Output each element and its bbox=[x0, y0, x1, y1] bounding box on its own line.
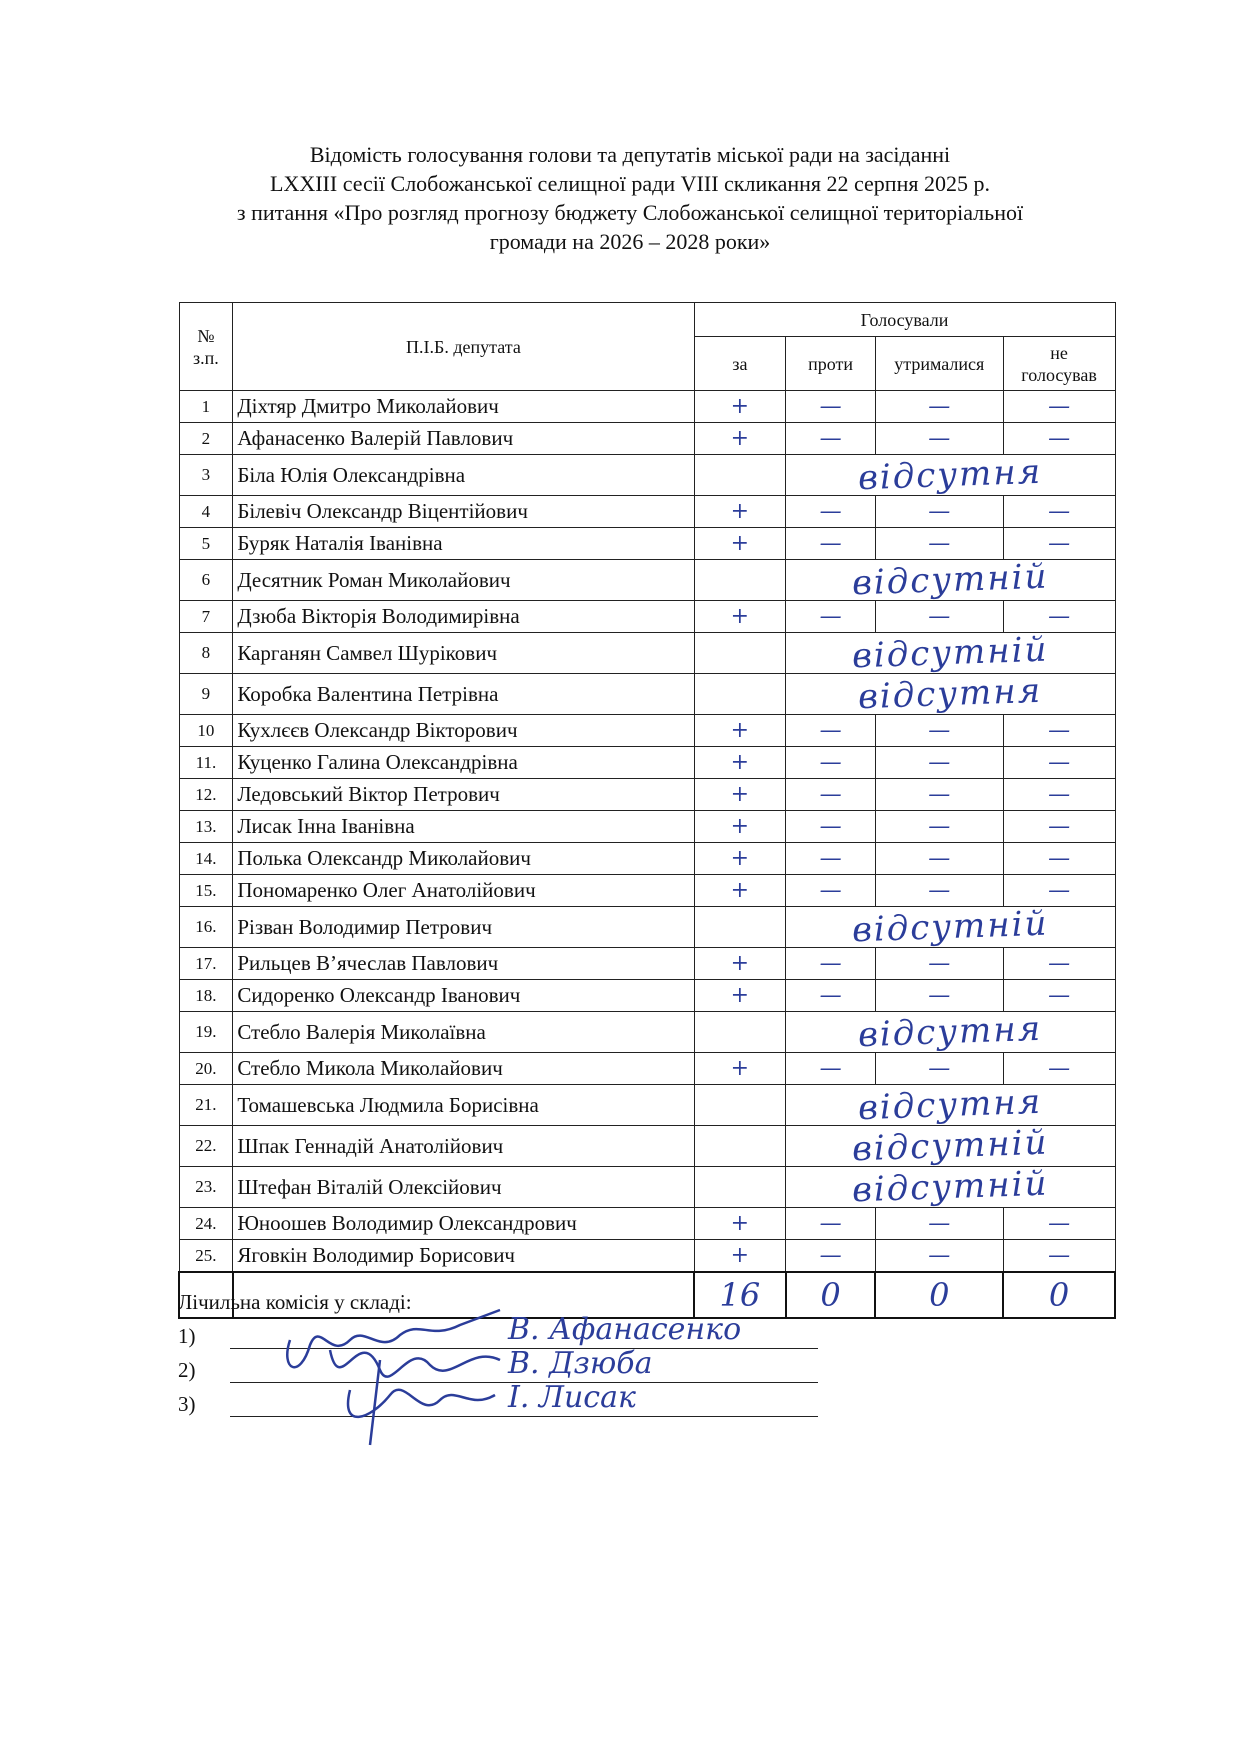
vote-dash: — bbox=[928, 750, 951, 775]
mark-for bbox=[694, 1085, 786, 1126]
deputy-name: Карганян Самвел Шурікович bbox=[233, 633, 694, 674]
vote-plus: + bbox=[730, 718, 750, 743]
vote-dash: — bbox=[819, 1211, 842, 1236]
total-against bbox=[786, 1272, 876, 1318]
mark-against bbox=[786, 811, 876, 843]
mark-for bbox=[694, 1126, 786, 1167]
mark-for bbox=[694, 948, 786, 980]
mark-abstained bbox=[875, 980, 1003, 1012]
vote-dash: — bbox=[819, 1056, 842, 1081]
vote-dash: — bbox=[928, 782, 951, 807]
row-number: 15. bbox=[179, 875, 233, 907]
commission-signature-name: В. Дзюба bbox=[508, 1346, 653, 1381]
vote-dash: — bbox=[1048, 394, 1071, 419]
mark-abstained bbox=[875, 1053, 1003, 1085]
deputy-name: Юноошев Володимир Олександрович bbox=[233, 1208, 694, 1240]
commission-line-number: 3) bbox=[178, 1392, 196, 1416]
row-number: 16. bbox=[179, 907, 233, 948]
total-abstained-value: 0 bbox=[929, 1276, 950, 1314]
mark-against bbox=[786, 747, 876, 779]
absent-note: відсутній bbox=[851, 1163, 1050, 1211]
mark-against bbox=[786, 843, 876, 875]
vote-dash: — bbox=[1048, 750, 1071, 775]
vote-dash: — bbox=[819, 604, 842, 629]
deputy-name: Біла Юлія Олександрівна bbox=[233, 455, 694, 496]
vote-dash: — bbox=[1048, 983, 1071, 1008]
header-number-line1: № bbox=[197, 325, 215, 346]
mark-not-voted bbox=[1003, 423, 1115, 455]
deputy-name: Стебло Валерія Миколаївна bbox=[233, 1012, 694, 1053]
document-title bbox=[150, 140, 1110, 256]
vote-dash: — bbox=[1048, 426, 1071, 451]
vote-dash: — bbox=[819, 814, 842, 839]
row-number: 2 bbox=[179, 423, 233, 455]
header-for: за bbox=[694, 337, 786, 391]
deputy-name: Сидоренко Олександр Іванович bbox=[233, 980, 694, 1012]
vote-dash: — bbox=[1048, 718, 1071, 743]
deputy-name: Кухлєєв Олександр Вікторович bbox=[233, 715, 694, 747]
mark-against bbox=[786, 1208, 876, 1240]
mark-against bbox=[786, 779, 876, 811]
vote-dash: — bbox=[928, 604, 951, 629]
vote-dash: — bbox=[1048, 1056, 1071, 1081]
mark-against bbox=[786, 715, 876, 747]
mark-for bbox=[694, 674, 786, 715]
mark-against bbox=[786, 423, 876, 455]
row-number: 21. bbox=[179, 1085, 233, 1126]
deputy-name: Стебло Микола Миколайович bbox=[233, 1053, 694, 1085]
row-number: 7 bbox=[179, 601, 233, 633]
vote-plus: + bbox=[730, 426, 750, 451]
mark-for bbox=[694, 980, 786, 1012]
vote-dash: — bbox=[819, 499, 842, 524]
title-line-3: з питання «Про розгляд прогнозу бюджету Слобожанської селищної територіальної bbox=[236, 200, 1024, 225]
vote-dash: — bbox=[1048, 604, 1071, 629]
mark-not-voted bbox=[1003, 948, 1115, 980]
mark-against bbox=[786, 1053, 876, 1085]
table-row bbox=[179, 1012, 1115, 1053]
mark-abstained bbox=[875, 1240, 1003, 1273]
mark-for bbox=[694, 747, 786, 779]
row-number: 5 bbox=[179, 528, 233, 560]
mark-for bbox=[694, 875, 786, 907]
deputy-name: Діхтяр Дмитро Миколайович bbox=[233, 391, 694, 423]
vote-plus: + bbox=[730, 531, 750, 556]
vote-dash: — bbox=[819, 782, 842, 807]
vote-plus: + bbox=[730, 782, 750, 807]
vote-dash: — bbox=[819, 426, 842, 451]
vote-dash: — bbox=[1048, 1243, 1071, 1268]
row-number: 25. bbox=[179, 1240, 233, 1273]
row-number: 9 bbox=[179, 674, 233, 715]
vote-dash: — bbox=[928, 531, 951, 556]
vote-dash: — bbox=[819, 1243, 842, 1268]
vote-dash: — bbox=[1048, 531, 1071, 556]
row-number: 18. bbox=[179, 980, 233, 1012]
absent-mark bbox=[786, 629, 1115, 677]
vote-dash: — bbox=[928, 426, 951, 451]
row-number: 6 bbox=[179, 560, 233, 601]
header-abstained: утрималися bbox=[875, 337, 1003, 391]
row-number: 17. bbox=[179, 948, 233, 980]
row-number: 14. bbox=[179, 843, 233, 875]
deputy-name: Коробка Валентина Петрівна bbox=[233, 674, 694, 715]
deputy-name: Дзюба Вікторія Володимирівна bbox=[233, 601, 694, 633]
row-number: 1 bbox=[179, 391, 233, 423]
total-abstained bbox=[875, 1272, 1003, 1318]
table-row bbox=[179, 779, 1115, 811]
mark-for bbox=[694, 907, 786, 948]
table-row bbox=[179, 980, 1115, 1012]
deputy-name: Томашевська Людмила Борисівна bbox=[233, 1085, 694, 1126]
table-row bbox=[179, 601, 1115, 633]
vote-dash: — bbox=[928, 983, 951, 1008]
mark-not-voted bbox=[1003, 843, 1115, 875]
deputy-name: Ледовський Віктор Петрович bbox=[233, 779, 694, 811]
table-row bbox=[179, 811, 1115, 843]
vote-dash: — bbox=[819, 394, 842, 419]
mark-not-voted bbox=[1003, 747, 1115, 779]
mark-for bbox=[694, 560, 786, 601]
vote-plus: + bbox=[730, 394, 750, 419]
commission-signature-name: І. Лисак bbox=[508, 1380, 636, 1415]
vote-dash: — bbox=[819, 718, 842, 743]
mark-not-voted bbox=[1003, 391, 1115, 423]
handwritten-signatures bbox=[270, 1300, 530, 1450]
deputy-name: Рильцев В’ячеслав Павлович bbox=[233, 948, 694, 980]
mark-for bbox=[694, 528, 786, 560]
voting-table bbox=[178, 302, 1116, 1319]
absent-mark bbox=[786, 1081, 1115, 1129]
table-row bbox=[179, 633, 1115, 674]
mark-against bbox=[786, 1240, 876, 1273]
row-number: 3 bbox=[179, 455, 233, 496]
table-row bbox=[179, 747, 1115, 779]
commission-line-number: 2) bbox=[178, 1358, 196, 1382]
table-row bbox=[179, 528, 1115, 560]
table-row bbox=[179, 843, 1115, 875]
table-row bbox=[179, 674, 1115, 715]
mark-not-voted bbox=[1003, 496, 1115, 528]
mark-against bbox=[786, 496, 876, 528]
mark-for bbox=[694, 1167, 786, 1208]
deputy-name: Полька Олександр Миколайович bbox=[233, 843, 694, 875]
mark-for bbox=[694, 455, 786, 496]
mark-abstained bbox=[875, 715, 1003, 747]
deputy-name: Десятник Роман Миколайович bbox=[233, 560, 694, 601]
row-number: 11. bbox=[179, 747, 233, 779]
mark-for bbox=[694, 1240, 786, 1273]
table-row bbox=[179, 560, 1115, 601]
vote-dash: — bbox=[819, 846, 842, 871]
mark-not-voted bbox=[1003, 1208, 1115, 1240]
mark-not-voted bbox=[1003, 1240, 1115, 1273]
title-line-4: громади на 2026 – 2028 роки» bbox=[489, 229, 771, 254]
mark-abstained bbox=[875, 391, 1003, 423]
mark-for bbox=[694, 1208, 786, 1240]
mark-for bbox=[694, 1012, 786, 1053]
vote-plus: + bbox=[730, 983, 750, 1008]
vote-dash: — bbox=[819, 878, 842, 903]
row-number: 23. bbox=[179, 1167, 233, 1208]
deputy-name: Штефан Віталій Олексійович bbox=[233, 1167, 694, 1208]
header-number bbox=[179, 303, 233, 391]
mark-for bbox=[694, 1053, 786, 1085]
deputy-name: Шпак Геннадій Анатолійович bbox=[233, 1126, 694, 1167]
mark-not-voted bbox=[1003, 528, 1115, 560]
mark-abstained bbox=[875, 779, 1003, 811]
mark-not-voted bbox=[1003, 779, 1115, 811]
vote-plus: + bbox=[730, 846, 750, 871]
row-number: 19. bbox=[179, 1012, 233, 1053]
row-number: 8 bbox=[179, 633, 233, 674]
total-not-voted-value: 0 bbox=[1048, 1276, 1070, 1314]
mark-abstained bbox=[875, 1208, 1003, 1240]
commission-signature-name: В. Афанасенко bbox=[508, 1312, 742, 1347]
absent-note: відсутня bbox=[857, 1081, 1044, 1129]
vote-dash: — bbox=[819, 983, 842, 1008]
header-number-line2: з.п. bbox=[193, 347, 219, 368]
vote-plus: + bbox=[730, 1211, 750, 1236]
mark-abstained bbox=[875, 747, 1003, 779]
mark-not-voted bbox=[1003, 715, 1115, 747]
deputy-name: Білевіч Олександр Віцентійович bbox=[233, 496, 694, 528]
vote-dash: — bbox=[1048, 846, 1071, 871]
table-row bbox=[179, 455, 1115, 496]
mark-for bbox=[694, 811, 786, 843]
mark-abstained bbox=[875, 496, 1003, 528]
header-voted: Голосували bbox=[694, 303, 1115, 337]
mark-abstained bbox=[875, 843, 1003, 875]
absent-note: відсутня bbox=[857, 451, 1044, 499]
absent-mark bbox=[786, 1008, 1115, 1056]
mark-abstained bbox=[875, 948, 1003, 980]
commission-label: Лічильна комісія у складі: bbox=[178, 1290, 412, 1314]
deputy-name: Яговкін Володимир Борисович bbox=[233, 1240, 694, 1273]
mark-for bbox=[694, 601, 786, 633]
vote-dash: — bbox=[928, 814, 951, 839]
mark-abstained bbox=[875, 601, 1003, 633]
absent-mark bbox=[786, 1163, 1115, 1211]
vote-dash: — bbox=[1048, 951, 1071, 976]
absent-mark bbox=[786, 903, 1115, 951]
row-number: 4 bbox=[179, 496, 233, 528]
total-not-voted bbox=[1003, 1272, 1115, 1318]
mark-against bbox=[786, 948, 876, 980]
vote-plus: + bbox=[730, 814, 750, 839]
header-name: П.І.Б. депутата bbox=[233, 303, 694, 391]
mark-against bbox=[786, 601, 876, 633]
mark-for bbox=[694, 715, 786, 747]
mark-against bbox=[786, 391, 876, 423]
row-number: 20. bbox=[179, 1053, 233, 1085]
mark-not-voted bbox=[1003, 601, 1115, 633]
absent-mark bbox=[786, 670, 1115, 718]
absent-note: відсутній bbox=[851, 1122, 1050, 1170]
header-not-voted bbox=[1003, 337, 1115, 391]
deputy-name: Пономаренко Олег Анатолійович bbox=[233, 875, 694, 907]
vote-dash: — bbox=[928, 846, 951, 871]
title-line-2: LXXIII сесії Слобожанської селищної ради VIII скликання 22 серпня 2025 р. bbox=[270, 171, 990, 196]
deputy-name: Буряк Наталія Іванівна bbox=[233, 528, 694, 560]
mark-for bbox=[694, 391, 786, 423]
absent-note: відсутня bbox=[857, 670, 1044, 718]
commission-line-number: 1) bbox=[178, 1324, 196, 1348]
title-line-1: Відомість голосування голови та депутатів міської ради на засіданні bbox=[309, 142, 951, 167]
mark-for bbox=[694, 496, 786, 528]
signature-stroke-3 bbox=[348, 1360, 495, 1445]
mark-against bbox=[786, 875, 876, 907]
mark-for bbox=[694, 779, 786, 811]
deputy-name: Лисак Інна Іванівна bbox=[233, 811, 694, 843]
mark-against bbox=[786, 980, 876, 1012]
mark-not-voted bbox=[1003, 1053, 1115, 1085]
mark-abstained bbox=[875, 811, 1003, 843]
vote-dash: — bbox=[1048, 814, 1071, 839]
table-row bbox=[179, 496, 1115, 528]
mark-for bbox=[694, 633, 786, 674]
vote-plus: + bbox=[730, 750, 750, 775]
vote-dash: — bbox=[1048, 782, 1071, 807]
row-number: 12. bbox=[179, 779, 233, 811]
table-row bbox=[179, 391, 1115, 423]
mark-abstained bbox=[875, 528, 1003, 560]
table-row bbox=[179, 1126, 1115, 1167]
row-number: 24. bbox=[179, 1208, 233, 1240]
total-against-value: 0 bbox=[820, 1276, 841, 1314]
row-number: 22. bbox=[179, 1126, 233, 1167]
vote-dash: — bbox=[1048, 1211, 1071, 1236]
absent-mark bbox=[786, 556, 1115, 604]
mark-abstained bbox=[875, 423, 1003, 455]
vote-dash: — bbox=[928, 718, 951, 743]
table-row bbox=[179, 1208, 1115, 1240]
header-against: проти bbox=[786, 337, 876, 391]
vote-dash: — bbox=[928, 394, 951, 419]
vote-dash: — bbox=[928, 1211, 951, 1236]
vote-plus: + bbox=[730, 1056, 750, 1081]
vote-dash: — bbox=[819, 531, 842, 556]
vote-plus: + bbox=[730, 878, 750, 903]
mark-not-voted bbox=[1003, 980, 1115, 1012]
table-row bbox=[179, 1167, 1115, 1208]
table-row bbox=[179, 1053, 1115, 1085]
mark-not-voted bbox=[1003, 875, 1115, 907]
vote-dash: — bbox=[928, 878, 951, 903]
absent-mark bbox=[786, 451, 1115, 499]
vote-plus: + bbox=[730, 951, 750, 976]
mark-for bbox=[694, 843, 786, 875]
mark-against bbox=[786, 528, 876, 560]
vote-dash: — bbox=[819, 951, 842, 976]
mark-not-voted bbox=[1003, 811, 1115, 843]
vote-plus: + bbox=[730, 499, 750, 524]
deputy-name: Афанасенко Валерій Павлович bbox=[233, 423, 694, 455]
absent-note: відсутня bbox=[857, 1008, 1044, 1056]
table-row bbox=[179, 875, 1115, 907]
mark-for bbox=[694, 423, 786, 455]
total-for-value: 16 bbox=[719, 1276, 761, 1314]
signature-stroke-1 bbox=[287, 1310, 500, 1367]
vote-dash: — bbox=[1048, 499, 1071, 524]
absent-note: відсутній bbox=[851, 629, 1050, 677]
absent-mark bbox=[786, 1122, 1115, 1170]
signature-stroke-2 bbox=[330, 1350, 500, 1377]
table-row bbox=[179, 907, 1115, 948]
vote-dash: — bbox=[928, 499, 951, 524]
header-not-voted-line2: голосував bbox=[1021, 364, 1097, 385]
vote-dash: — bbox=[928, 1056, 951, 1081]
table-row bbox=[179, 1085, 1115, 1126]
vote-dash: — bbox=[819, 750, 842, 775]
absent-note: відсутній bbox=[851, 556, 1050, 604]
table-row bbox=[179, 948, 1115, 980]
vote-dash: — bbox=[928, 1243, 951, 1268]
table-row bbox=[179, 423, 1115, 455]
vote-dash: — bbox=[1048, 878, 1071, 903]
row-number: 13. bbox=[179, 811, 233, 843]
header-not-voted-line1: не bbox=[1050, 342, 1068, 363]
absent-note: відсутній bbox=[851, 903, 1050, 951]
mark-abstained bbox=[875, 875, 1003, 907]
table-row bbox=[179, 1240, 1115, 1273]
table-row bbox=[179, 715, 1115, 747]
row-number: 10 bbox=[179, 715, 233, 747]
deputy-name: Різван Володимир Петрович bbox=[233, 907, 694, 948]
vote-plus: + bbox=[730, 1243, 750, 1268]
deputy-name: Куценко Галина Олександрівна bbox=[233, 747, 694, 779]
vote-plus: + bbox=[730, 604, 750, 629]
vote-dash: — bbox=[928, 951, 951, 976]
